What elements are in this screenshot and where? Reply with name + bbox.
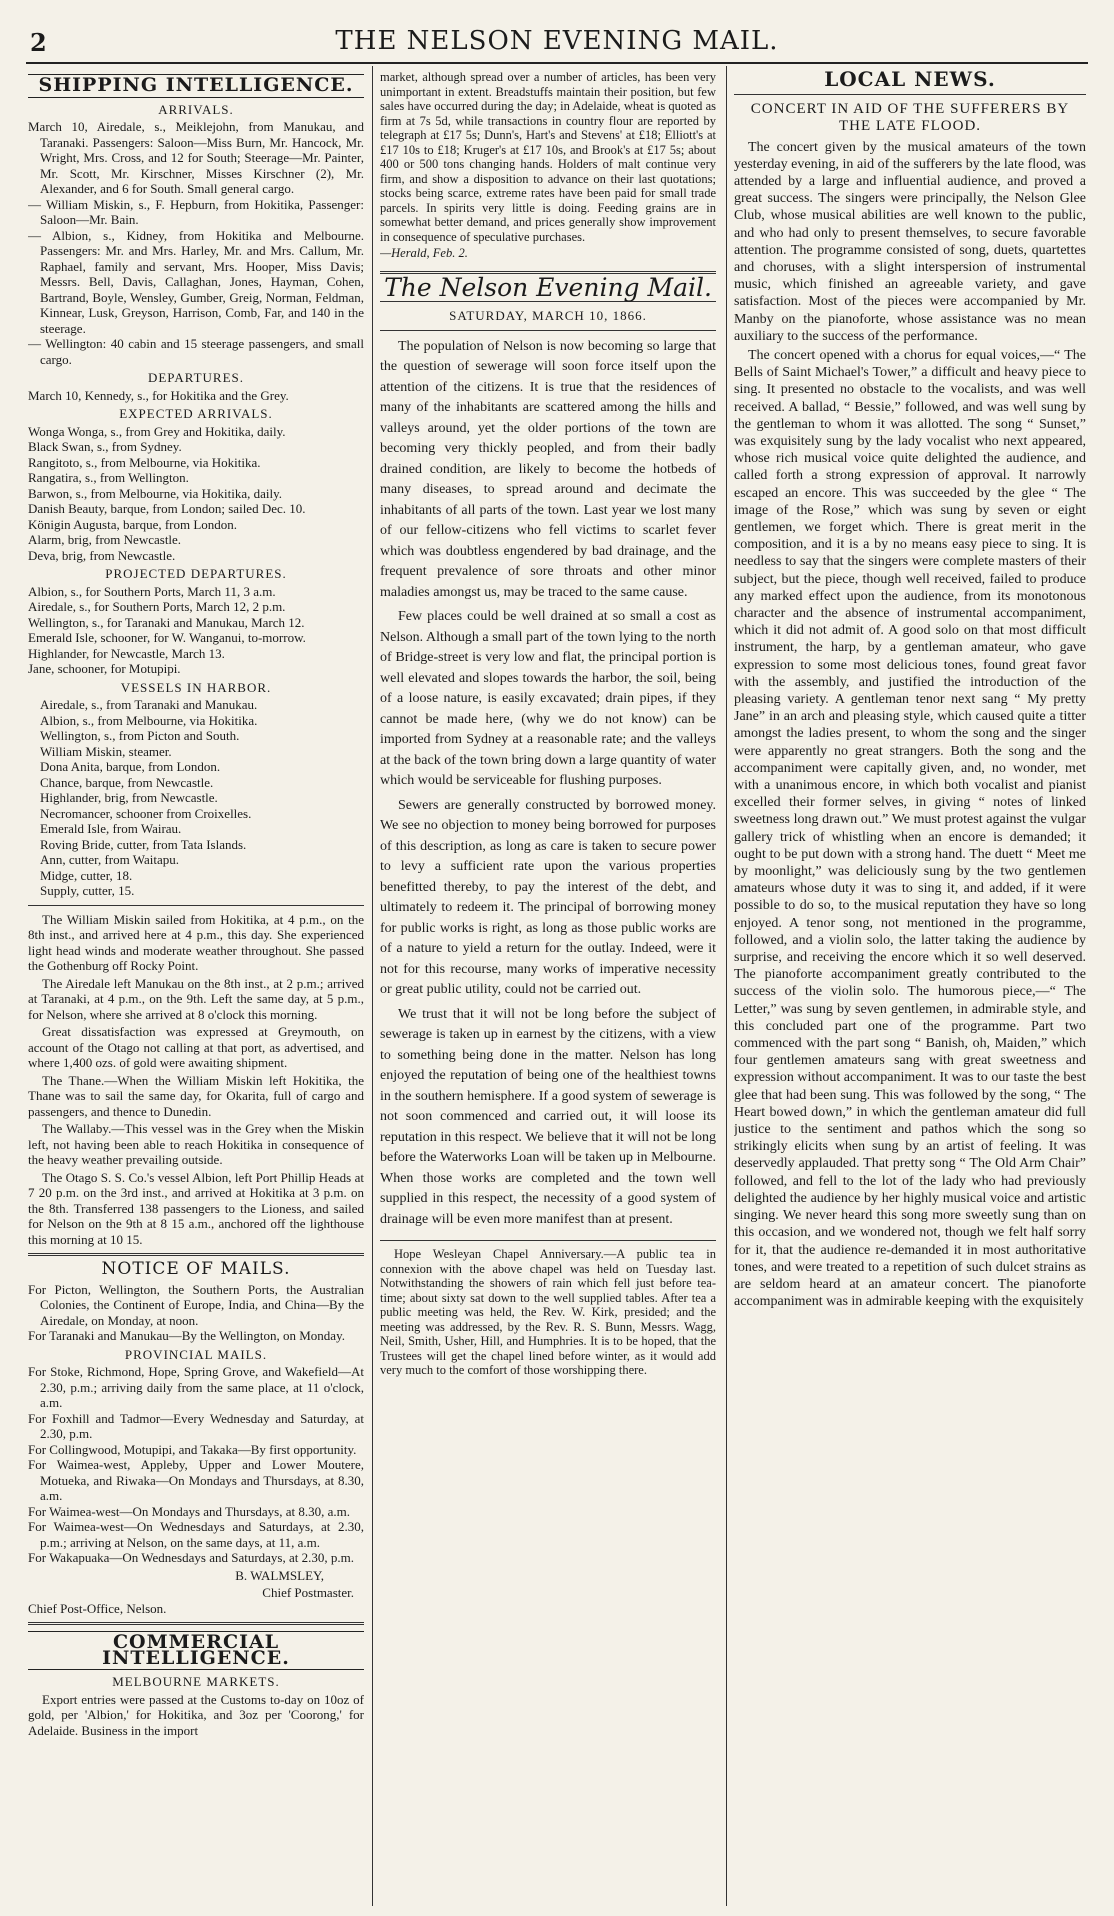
list-item: — Wellington: 40 cabin and 15 steerage passengers, and small cargo.: [28, 336, 364, 367]
commercial-text: Export entries were passed at the Customs to-day on 10oz of gold, per 'Albion,' for Hokitika, and 3oz per 'Coorong,' for Adelaide. Business in the import: [28, 1691, 364, 1738]
list-item: — William Miskin, s., F. Hepburn, from Hokitika, Passenger: Saloon—Mr. Bain.: [28, 196, 364, 227]
page-number: 2: [30, 28, 47, 57]
column-divider: [726, 66, 727, 1906]
list-item: Midge, cutter, 18.: [40, 867, 133, 883]
section-rule: [734, 94, 1086, 95]
concert-paragraph: The concert opened with a chorus for equal voices,—“ The Bells of Saint Michael's Tower,” a difficult and heavy piece to sing. It presented no obstacle to the vocalists, and was well received. A ballad, “ Bessie,” followed, and was well sung by the gentleman to whom it was allotted. The song “ Sunset,” was exquisitely sung by the lady vocalist who next appeared, whose rich musical voice quite delighted the audience, and called forth a strong expression of approval. It narrowly escaped an encore. This was succeeded by the glee “ The image of the Rose,” which was sung by seven or eight gentlemen, we forget which. There is great merit in the composition, and it is a by no means easy piece to sing. It is needless to say that the singers were complete masters of their subject, but the piece, though well received, failed to produce any marked effect upon the audience, from its monotonous character and the absence of instrumental accompaniment, which it did not admit of. A good solo on that most difficult instrument, the harp, by a gentleman amateur, who gave expression to some most delicious tones, found great favor with the assembly, and justified the introduction of the pleasing variety. A gentleman tenor next sang “ My pretty Jane” in an arch and pleasing style, which caused quite a titter amongst the ladies present, to whom the song and the singer were apparently no great strangers. Both the song and the accompaniment were capitally given, and, no wonder, met with a unanimous encore, in which both vocalist and pianist excelled their former selves, in giving “ notes of linked sweetness long drawn out.” We must protest against the vulgar gallery trick of whistling when an encore is demanded; it ought to be put down with a strong hand. The duett “ Meet me by moonlight,” was deliciously sung by the two gentlemen amateurs whose duty it was to sing it, and added, if it were possible to do so, to the musical reputation they have so long enjoyed. A tenor song, not mentioned in the programme, followed, and a violin solo, the latter taking the audience by surprise, and receiving the encore which it so well deserved. The pianoforte accompaniment greatly contributed to the success of the violin solo. The humorous piece,—“ The Letter,” was sung by seven gentlemen, in admirable style, and this concluded part one of the programme. Part two commenced with the part song “ Banish, oh, Maiden,” which four gentlemen amateurs sang with great sweetness and expression without accompaniment. It was to our taste the best glee that had been sung. This was followed by the song, “ The Heart bowed down,” in which the gentleman amateur did full justice to the sentiment and pathos which the song so strikingly elicits when sung by an artist of feeling. It was deservedly applauded. That pretty song “ The Old Arm Chair” followed, and fell to the lot of the lady who had previously delighted the audience by her highly musical voice and artistic singing. We never heard this song more sweetly sung than on this occasion, and we wondered not, though we felt half sorry for it, that the audience re-demanded it in most authoritative tones, and were treated to a repetition of such dulcet strains as are seldom heard at an amateur concert. The pianoforte accompaniment was in admirable keeping with the exquisitely: [734, 347, 1086, 1310]
signature-title: Chief Postmaster.: [262, 1585, 354, 1600]
list-item: Deva, brig, from Newcastle.: [28, 547, 176, 563]
editorial-date: SATURDAY, MARCH 10, 1866.: [449, 308, 647, 323]
list-item: Rangitoto, s., from Melbourne, via Hokitika.: [28, 454, 261, 470]
shipping-note: Great dissatisfaction was expressed at Greymouth, on account of the Otago not calling at that port, as advertised, and where 1,400 ozs. of gold were awaiting shipment.: [28, 1024, 364, 1070]
column-shipping: [28, 70, 364, 1900]
list-item: Emerald Isle, schooner, for W. Wanganui, to-morrow.: [28, 630, 306, 645]
departures-heading: DEPARTURES.: [147, 370, 245, 385]
concert-heading: CONCERT IN AID OF THE SUFFERERS BY THE LATE FLOOD.: [750, 100, 1070, 134]
list-item: For Waimea-west, Appleby, Upper and Lower Moutere, Motueka, and Riwaka—On Mondays and Thursdays, at 8.30, a.m.: [28, 1457, 364, 1503]
hope-chapel-item: Hope Wesleyan Chapel Anniversary.—A public tea in connexion with the above chapel was held on Tuesday last. Notwithstanding the showers of rain which fell just before tea-time; about sixty sat down to the well supplied tables. After tea a public meeting was held, the Rev. W. Kirk, presided; and the meeting was addressed, by the Rev. R. S. Bunn, Messrs. Wagg, Neil, Smith, Usher, Hill, and Humphries. It is to be hoped, that the Trustees will get the chapel lined before winter, as it would add very much to the comfort of those worshipping there.: [380, 1247, 716, 1377]
list-item: For Stoke, Richmond, Hope, Spring Grove, and Wakefield—At 2.30, p.m.; arriving daily from the same place, at 11 o'clock, a.m.: [28, 1364, 364, 1410]
editorial-body: [380, 337, 716, 1231]
expected-arrivals-heading: EXPECTED ARRIVALS.: [119, 406, 273, 421]
vessels-in-harbor-heading: VESSELS IN HARBOR.: [120, 679, 272, 695]
post-office-line: Chief Post-Office, Nelson.: [28, 1600, 167, 1616]
list-item: Dona Anita, barque, from London.: [40, 759, 221, 774]
commercial-source: —Herald, Feb. 2.: [380, 246, 468, 260]
editorial-masthead: The Nelson Evening Mail.: [384, 272, 712, 302]
list-item: Highlander, for Newcastle, March 13.: [28, 645, 225, 661]
list-item: Albion, s., for Southern Ports, March 11, 3 a.m.: [28, 583, 276, 599]
list-item: Jane, schooner, for Motupipi.: [28, 661, 181, 676]
list-item: For Taranaki and Manukau—By the Wellington, on Monday.: [28, 1328, 345, 1343]
local-news-heading: LOCAL NEWS.: [824, 70, 996, 91]
shipping-note: The Otago S. S. Co.'s vessel Albion, left Port Phillip Heads at 7 20 p.m. on the 3rd inst., and arrived at Hokitika at 3 p.m. on the 8th. Transferred 138 passengers to the Lioness, and sailed for Nelson on the 9th at 8 15 a.m., anchored off the lighthouse this morning at 10 15.: [28, 1169, 364, 1247]
list-item: For Collingwood, Motupipi, and Takaka—By first opportunity.: [28, 1441, 357, 1457]
section-rule: [380, 1240, 716, 1241]
list-item: For Waimea-west—On Wednesdays and Saturdays, at 2.30, p.m.; arriving at Nelson, on the same days, at 11, a.m.: [28, 1519, 364, 1550]
list-item: Danish Beauty, barque, from London; sailed Dec. 10.: [28, 501, 306, 516]
list-item: March 10, Kennedy, s., for Hokitika and the Grey.: [28, 387, 289, 403]
list-item: Black Swan, s., from Sydney.: [28, 439, 182, 454]
column-divider: [372, 66, 373, 1906]
list-item: For Foxhill and Tadmor—Every Wednesday and Saturday, at 2.30, p.m.: [28, 1410, 364, 1441]
list-item: March 10, Airedale, s., Meiklejohn, from Manukau, and Taranaki. Passengers: Saloon—Miss Burn, Mr. Hancock, Mr. Wright, Mrs. Cross, and 12 for South; Steerage—Mr. Painter, Mr. Scott, Mr. Kirschner, Misses Kirschner (2), Mr. Alexander, and 6 for South. Small general cargo.: [28, 119, 364, 196]
concert-paragraph: The concert given by the musical amateurs of the town yesterday evening, in aid of the sufferers by the late flood, was attended by a large and influential audience, and proved a great success. The singers were principally, the Nelson Glee Club, whose musical abilities are well known to the public, and who had only to present themselves, to secure favorable attention. The programme consisted of song, duets, quartettes and choruses, with a slight interspersion of instrumental music, which finished an agreeable variety, and gave satisfaction. Most of the pieces were accompanied by Mr. Manby on the pianoforte, whose assistance was no mean auxiliary to the success of the performance.: [734, 139, 1086, 344]
list-item: Chance, barque, from Newcastle.: [40, 774, 214, 790]
list-item: For Wakapuaka—On Wednesdays and Saturdays, at 2.30, p.m.: [28, 1550, 354, 1565]
list-item: Alarm, brig, from Newcastle.: [28, 532, 182, 547]
list-item: Ann, cutter, from Waitapu.: [40, 852, 179, 867]
section-rule: [28, 1622, 364, 1625]
section-rule: [28, 1253, 364, 1256]
shipping-note: The William Miskin sailed from Hokitika, at 4 p.m., on the 8th inst., and arrived here at 4 p.m., this day. She experienced light head winds and moderate weather throughout. She passed the Gothenburg off Rocky Point.: [28, 911, 364, 973]
shipping-note: The Airedale left Manukau on the 8th inst., at 2 p.m.; arrived at Taranaki, at 4 p.m., on the 9th. Left the same day, at 5 p.m., for Nelson, where she arrived at 8 o'clock this morning.: [28, 975, 364, 1022]
projected-departures-heading: PROJECTED DEPARTURES.: [105, 566, 287, 581]
list-item: Rangatira, s., from Wellington.: [28, 470, 189, 485]
editorial-paragraph: The population of Nelson is now becoming so large that the question of sewerage will soon force itself upon the attention of the citizens. It is true that the residences of many of the inhabitants are scattered among the hills and valleys around, yet the older portions of the town are becoming very thickly peopled, and from their badly drained condition, are likely to become the hotbeds of many diseases, to spread around and decimate the inhabitants of all parts of the town. Last year we lost many of our fellow-citizens who fell victims to scarlet fever which was doubtless engendered by bad drainage, and the frequent prevalence of sore throats and other minor maladies amongst us, may be traced to the same cause.: [380, 338, 716, 600]
list-item: Albion, s., from Melbourne, via Hokitika.: [40, 712, 258, 728]
melbourne-markets-heading: MELBOURNE MARKETS.: [112, 1674, 280, 1689]
mails-heading: NOTICE OF MAILS.: [101, 1259, 291, 1279]
list-item: For Waimea-west—On Mondays and Thursdays, at 8.30, a.m.: [28, 1503, 350, 1519]
list-item: Emerald Isle, from Wairau.: [40, 821, 182, 836]
column-local-news: [734, 70, 1086, 1900]
arrivals-heading: ARRIVALS.: [158, 101, 234, 117]
list-item: Wellington, s., for Taranaki and Manukau, March 12.: [28, 614, 305, 630]
column-editorial: [380, 70, 716, 1900]
list-item: Supply, cutter, 15.: [40, 883, 135, 898]
commercial-heading: COMMERCIAL INTELLIGENCE.: [28, 1631, 364, 1670]
signature-name: B. WALMSLEY,: [235, 1567, 324, 1583]
list-item: Roving Bride, cutter, from Tata Islands.: [40, 836, 247, 852]
header-rule: [26, 62, 1088, 64]
list-item: — Albion, s., Kidney, from Hokitika and Melbourne. Passengers: Mr. and Mrs. Harley, Mr. and Mrs. Callum, Mr. Raphael, family and servant, Mrs. Hooper, Miss Davis; Messrs. Bell, Davis, Callaghan, Jones, Hayman, Cohen, Bartrand, Boyle, Wensley, Gumber, Greig, Norman, Feldman, Kinnear, Lusk, Greyson, Harrison, Comb, Far, and 140 in the steerage.: [28, 227, 364, 336]
list-item: Airedale, s., for Southern Ports, March 12, 2 p.m.: [28, 599, 286, 614]
section-rule: [380, 330, 716, 331]
section-rule: [28, 905, 364, 906]
list-item: William Miskin, steamer.: [40, 743, 172, 759]
provincial-mails-heading: PROVINCIAL MAILS.: [124, 1346, 268, 1362]
editorial-paragraph: We trust that it will not be long before the subject of sewerage is taken up in earnest by the citizens, with a view to something being done in the matter. Nelson has long enjoyed the reputation of being one of the healthiest towns in the southern hemisphere. If a good system of sewerage is not soon commenced and carried out, it will loose its reputation in this respect. We believe that it will not be long before the Waterworks Loan will be taken up in Melbourne. When those works are completed and the town well supplied in this respect, the necessity of a good system of drainage will be even more manifest than at present.: [380, 1006, 716, 1227]
list-item: Wellington, s., from Picton and South.: [40, 728, 240, 743]
list-item: Wonga Wonga, s., from Grey and Hokitika, daily.: [28, 423, 286, 439]
list-item: Necromancer, schooner from Croixelles.: [40, 805, 252, 821]
shipping-heading: SHIPPING INTELLIGENCE.: [28, 74, 364, 98]
list-item: Königin Augusta, barque, from London.: [28, 516, 238, 532]
editorial-paragraph: Sewers are generally constructed by borrowed money. We see no objection to money being borrowed for purposes of this description, as long as care is taken to secure power to levy a sufficient rate upon the various properties benefitted thereby, to pay the interest of the debt, and ultimately to redeem it. The principal of borrowing money for public works is right, as long as those public works are of a nature to yield a return for the outlay. Indeed, were it not for this recourse, many works of imperative necessity or great public utility, could not be carried out.: [380, 797, 716, 997]
newspaper-masthead: THE NELSON EVENING MAIL.: [335, 26, 779, 56]
shipping-note: The Thane.—When the William Miskin left Hokitika, the Thane was to sail the same day, for Okarita, full of cargo and passengers, and thence to Dunedin.: [28, 1072, 364, 1119]
editorial-paragraph: Few places could be well drained at so small a cost as Nelson. Although a small part of the town lying to the north of Bridge-street is very low and flat, the principal portion is well elevated and slopes towards the harbor, the soil, being of a loose nature, is easily excavated; drain pipes, if they cannot be made here, (why we do not know) can be imported from Sydney at a reasonable rate; and the valleys at the back of the town bring down a large quantity of water which would be serviceable for flushing purposes.: [380, 609, 716, 788]
shipping-note: The Wallaby.—This vessel was in the Grey when the Miskin left, not having been able to reach Hokitika in consequence of the heavy weather prevailing outside.: [28, 1121, 364, 1167]
commercial-text-continued: market, although spread over a number of articles, has been very unimportant in extent. Breadstuffs maintain their position, but few sales have occurred during the day; in Adelaide, wheat is quoted as firm at 7s 5d, while transactions in country flour are reported by telegraph at £17 5s; Dunn's, Hart's and Stevens' at £18; Elliott's at £17 10s to £18; Kruger's at £17 10s, and Brook's at £17 5s; about 400 or 500 tons changing hands. Holders of malt continue very firm, and show a disposition to advance on their last quotations; stocks being scarce, extreme rates have been paid for small trade parcels. In spirits very little is doing. Feeding grains are in somewhat better demand, and prices generally show improvement in consequence of speculative purchases.: [380, 70, 716, 244]
list-item: For Picton, Wellington, the Southern Ports, the Australian Colonies, the Continent of Europe, India, and China—By the Airedale, on Monday, at noon.: [28, 1281, 364, 1328]
list-item: Barwon, s., from Melbourne, via Hokitika, daily.: [28, 485, 283, 501]
list-item: Airedale, s., from Taranaki and Manukau.: [40, 697, 258, 712]
list-item: Highlander, brig, from Newcastle.: [40, 790, 218, 805]
